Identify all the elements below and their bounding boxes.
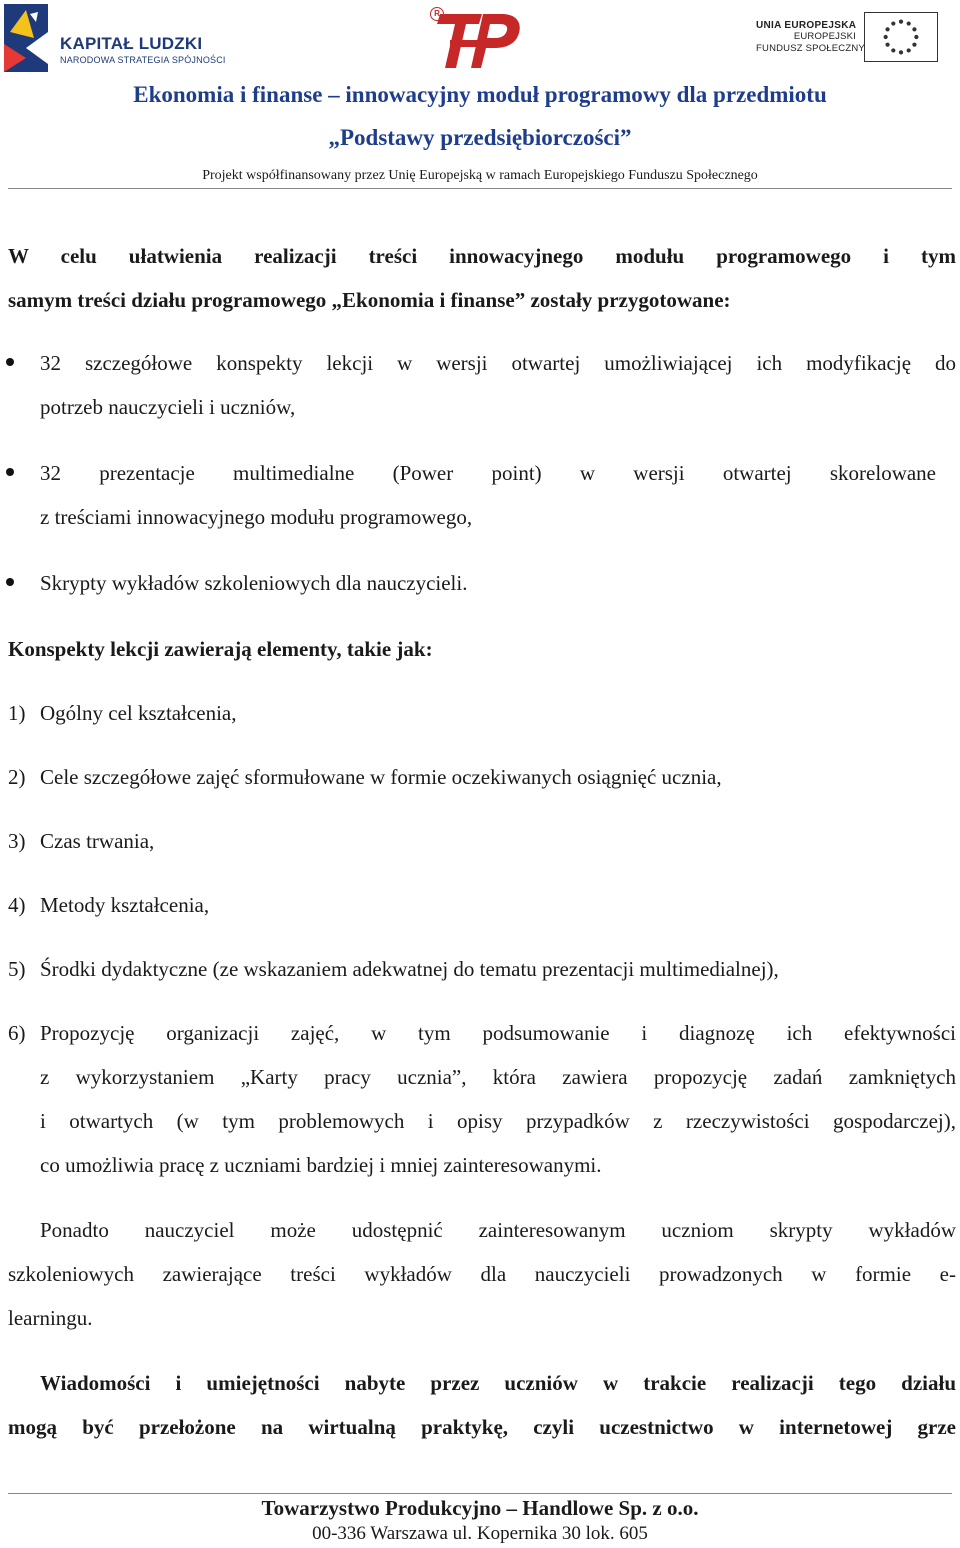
footer-address: 00-336 Warszawa ul. Kopernika 30 lok. 605 <box>312 1523 648 1544</box>
paragraph-line2: szkoleniowych zawierające treści wykładów dla nauczycieli prowadzonych w formie e- <box>8 1262 956 1286</box>
eu-logo-text <box>756 20 865 55</box>
list-item-6-line1: Propozycję organizacji zajęć, w tym podsumowanie i diagnozę ich efektywności <box>40 1021 956 1045</box>
intro-line-2: samym treści działu programowego „Ekonomia i finanse” zostały przygotowane: <box>8 288 731 312</box>
eu-logo-line1: UNIA EUROPEJSKA <box>756 20 857 31</box>
list-item-6-line3: i otwartych (w tym problemowych i opisy przypadków z rzeczywistości gospodarczej), <box>40 1109 956 1133</box>
kapital-ludzki-logo <box>4 4 226 74</box>
paragraph-line3: learningu. <box>8 1306 93 1330</box>
eu-logo-line3: FUNDUSZ SPOŁECZNY <box>756 43 865 54</box>
project-funding-line: Projekt współfinansowany przez Unię Europejską w ramach Europejskiego Funduszu Społecznego <box>202 168 758 183</box>
list-item-2: Cele szczegółowe zajęć sformułowane w formie oczekiwanych osiągnięć ucznia, <box>40 765 722 789</box>
eu-flag-icon <box>864 12 938 62</box>
list-number: 5) <box>8 957 26 981</box>
list-item-4: Metody kształcenia, <box>40 893 210 917</box>
list-number: 2) <box>8 765 26 789</box>
bullet-icon <box>6 578 14 586</box>
footer-company-name: Towarzystwo Produkcyjno – Handlowe Sp. z o.o. <box>261 1496 699 1520</box>
eu-logo-line2: EUROPEJSKI <box>793 31 856 42</box>
closing-line1: Wiadomości i umiejętności nabyte przez uczniów w trakcie realizacji tego działu <box>40 1371 956 1395</box>
closing-line2: mogą być przełożone na wirtualną praktykę, czyli uczestnictwo w internetowej grze <box>8 1415 956 1439</box>
eu-efs-logo <box>756 12 946 64</box>
list-number: 3) <box>8 829 26 853</box>
header-divider <box>8 188 952 189</box>
intro-line-1: W celu ułatwienia realizacji treści innowacyjnego modułu programowego i tym <box>8 244 956 268</box>
list-heading: Konspekty lekcji zawierają elementy, takie jak: <box>8 637 433 661</box>
list-item-6-line4: co umożliwia pracę z uczniami bardziej i mniej zainteresowanymi. <box>40 1153 602 1177</box>
bullet-1-line1: 32 szczegółowe konspekty lekcji w wersji otwartej umożliwiającej ich modyfikację do <box>40 351 956 375</box>
kapital-ludzki-mark-icon <box>4 4 48 72</box>
bullet-3-line1: Skrypty wykładów szkoleniowych dla nauczycieli. <box>40 571 468 595</box>
kapital-ludzki-subtitle: NARODOWA STRATEGIA SPÓJNOŚCI <box>60 55 226 65</box>
bullet-icon <box>6 468 14 476</box>
list-item-5: Środki dydaktyczne (ze wskazaniem adekwatnej do tematu prezentacji multimedialnej), <box>40 957 779 981</box>
document-title-line1: Ekonomia i finanse – innowacyjny moduł programowy dla przedmiotu <box>133 82 827 107</box>
list-number: 6) <box>8 1021 26 1045</box>
list-item-3: Czas trwania, <box>40 829 155 853</box>
kapital-ludzki-text <box>60 34 226 65</box>
list-item-1: Ogólny cel kształcenia, <box>40 701 237 725</box>
bullet-2-line2: z treściami innowacyjnego modułu programowego, <box>40 505 473 529</box>
paragraph-line1: Ponadto nauczyciel może udostępnić zainteresowanym uczniom skrypty wykładów <box>40 1218 956 1242</box>
bullet-1-line2: potrzeb nauczycieli i uczniów, <box>40 395 296 419</box>
bullet-2-line1: 32 prezentacje multimedialne (Power point) w wersji otwartej skorelowane <box>40 461 936 485</box>
registered-mark: R <box>430 7 444 21</box>
bullet-icon <box>6 358 14 366</box>
list-number: 4) <box>8 893 26 917</box>
list-number: 1) <box>8 701 26 725</box>
footer-divider <box>8 1493 952 1494</box>
list-item-6-line2: z wykorzystaniem „Karty pracy ucznia”, która zawiera propozycję zadań zamkniętych <box>40 1065 956 1089</box>
kapital-ludzki-title: KAPITAŁ LUDZKI <box>60 34 203 53</box>
document-title-line2: „Podstawy przedsiębiorczości” <box>328 125 632 150</box>
